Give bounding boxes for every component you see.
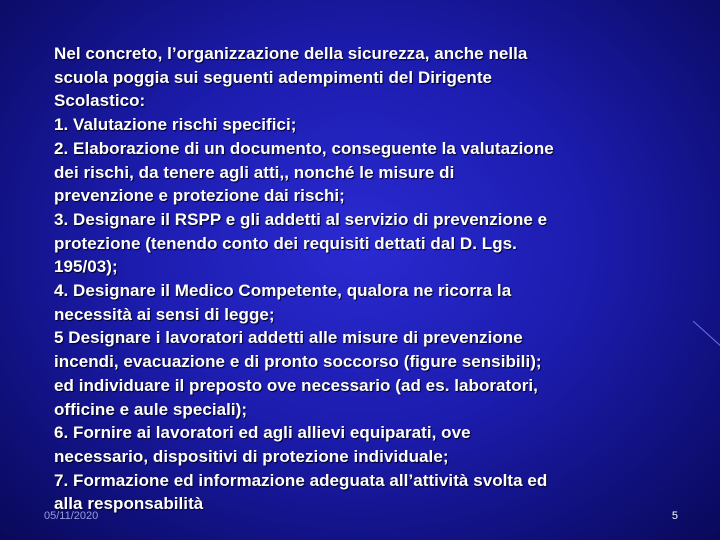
text-line: incendi, evacuazione e di pronto soccorso (figure sensibili); (54, 352, 542, 372)
text-line: dei rischi, da tenere agli atti,, nonché le misure di (54, 162, 455, 182)
text-line: prevenzione e protezione dai rischi; (54, 186, 345, 206)
text-line: 7. Formazione ed informazione adeguata all’attività svolta ed (54, 470, 548, 490)
text-line: 6. Fornire ai lavoratori ed agli allievi equiparati, ove (54, 423, 471, 443)
text-line: scuola poggia sui seguenti adempimenti del Dirigente (54, 67, 493, 87)
page-number: 5 (671, 510, 678, 522)
text-line: necessità ai sensi di legge; (54, 304, 275, 324)
text-line: Scolastico: (54, 91, 146, 111)
footer-date: 05/11/2020 (44, 510, 99, 522)
text-line: 4. Designare il Medico Competente, qualora ne ricorra la (54, 281, 512, 301)
text-line: officine e aule speciali); (54, 399, 248, 419)
text-line: Nel concreto, l’organizzazione della sicurezza, anche nella (54, 44, 528, 63)
text-line: ed individuare il preposto ove necessario (ad es. laboratori, (54, 375, 538, 395)
decorative-line (693, 321, 720, 349)
text-line: 5 Designare i lavoratori addetti alle misure di prevenzione (54, 328, 523, 348)
text-line: 1. Valutazione rischi specifici; (54, 115, 297, 135)
text-line: protezione (tenendo conto dei requisiti dettati dal D. Lgs. (54, 233, 517, 253)
text-line: alla responsabilità (54, 494, 204, 514)
text-line: 195/03); (54, 257, 118, 277)
slide-body-text (54, 42, 654, 516)
text-line: 2. Elaborazione di un documento, conseguente la valutazione (54, 138, 554, 158)
text-line: 3. Designare il RSPP e gli addetti al servizio di prevenzione e (54, 209, 548, 229)
text-line: necessario, dispositivi di protezione individuale; (54, 446, 449, 466)
